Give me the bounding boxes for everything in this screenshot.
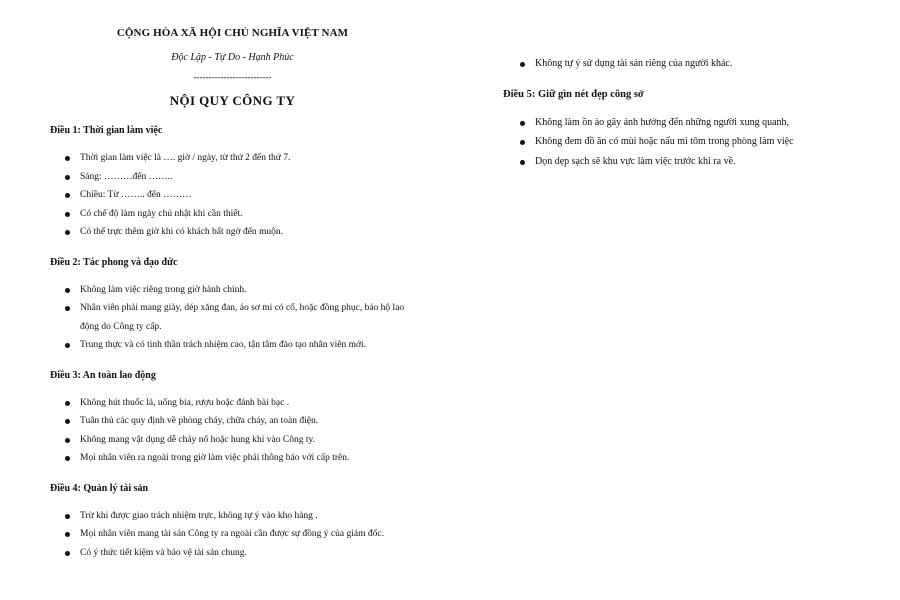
section-heading: Điều 4: Quản lý tài sản bbox=[50, 482, 149, 494]
list-item bbox=[50, 336, 415, 355]
motto: Độc Lập - Tự Do - Hạnh Phúc bbox=[171, 52, 294, 63]
list-item bbox=[50, 431, 415, 450]
list-item bbox=[50, 394, 415, 413]
list-item bbox=[50, 412, 415, 431]
list-item bbox=[50, 223, 415, 242]
list-item-text: Không làm việc riêng trong giờ hành chính. bbox=[80, 284, 247, 295]
list-item-text: Nhân viên phải mang giày, dép xăng đan, áo sơ mi có cổ, hoặc đồng phục, bảo hộ lao động do Công ty cấp. bbox=[80, 303, 405, 332]
bullet-icon bbox=[65, 551, 70, 556]
list-item bbox=[50, 544, 415, 563]
bullet-icon bbox=[65, 306, 70, 311]
bullet-icon bbox=[65, 438, 70, 443]
list-item-text: Sáng: ………đến …….. bbox=[80, 171, 173, 182]
list-item-text: Không hút thuốc lá, uống bia, rượu hoặc đánh bài bạc . bbox=[80, 397, 290, 408]
list-item-text: Mọi nhân viên ra ngoài trong giờ làm việc phải thông báo với cấp trên. bbox=[80, 453, 350, 463]
list-item-text: Trung thực và có tinh thần trách nhiệm cao, tận tâm đào tạo nhân viên mới. bbox=[80, 340, 367, 350]
list-item-text: Có thể trực thêm giờ khi có khách bất ngờ đến muộn. bbox=[80, 227, 284, 237]
section-heading: Điều 1: Thời gian làm việc bbox=[50, 125, 163, 136]
header-divider: -------------------------- bbox=[193, 72, 272, 82]
list-item-text: Không tự ý sử dụng tài sản riêng của người khác. bbox=[535, 58, 733, 69]
list-item bbox=[50, 449, 415, 468]
list-item-text: Dọn dẹp sạch sẽ khu vực làm việc trước khi ra về. bbox=[535, 155, 736, 167]
list-item-text: Tuân thủ các quy định về phòng cháy, chữa cháy, an toàn điện. bbox=[80, 416, 319, 426]
list-item bbox=[50, 525, 415, 544]
right-column bbox=[503, 0, 883, 171]
list-item bbox=[50, 186, 415, 205]
bullet-icon bbox=[520, 140, 525, 145]
bullet-icon bbox=[65, 175, 70, 180]
list-item bbox=[50, 299, 415, 336]
section-heading: Điều 3: An toàn lao động bbox=[50, 369, 156, 381]
section-heading: Điều 2: Tác phong và đạo đức bbox=[50, 256, 178, 268]
list-item bbox=[50, 205, 415, 224]
list-item bbox=[503, 132, 883, 152]
bullet-icon bbox=[520, 62, 525, 67]
bullet-list bbox=[503, 113, 883, 172]
section-article-4 bbox=[50, 482, 415, 563]
bullet-icon bbox=[65, 156, 70, 161]
list-item-text: Có ý thức tiết kiệm và bảo vệ tài sản chung. bbox=[80, 547, 247, 558]
bullet-list bbox=[50, 281, 415, 355]
list-item-text: Mọi nhân viên mang tài sản Công ty ra ngoài cần được sự đồng ý của giám đốc. bbox=[80, 529, 384, 539]
list-item bbox=[503, 152, 883, 172]
bullet-list bbox=[50, 149, 415, 242]
bullet-icon bbox=[520, 160, 525, 165]
bullet-icon bbox=[65, 230, 70, 235]
bullet-icon bbox=[65, 193, 70, 198]
list-item bbox=[50, 168, 415, 187]
list-item-text: Trừ khi được giao trách nhiệm trực, không tự ý vào kho hàng . bbox=[80, 510, 318, 521]
list-item-text: Chiều: Từ …….. đến ……… bbox=[80, 190, 192, 200]
left-column bbox=[50, 0, 415, 562]
nation-heading: CỘNG HÒA XÃ HỘI CHỦ NGHĨA VIỆT NAM bbox=[116, 27, 349, 39]
section-article-5 bbox=[503, 88, 883, 172]
document-header bbox=[50, 0, 415, 109]
bullet-icon bbox=[65, 401, 70, 406]
list-item bbox=[503, 113, 883, 133]
document-title: NỘI QUY CÔNG TY bbox=[169, 93, 296, 108]
bullet-list bbox=[50, 507, 415, 563]
bullet-icon bbox=[65, 514, 70, 519]
list-item bbox=[503, 54, 883, 74]
list-item-text: Không đem đồ ăn có mùi hoặc nấu mì tôm trong phòng làm việc bbox=[535, 136, 794, 147]
section-article-3 bbox=[50, 369, 415, 468]
section-article-1 bbox=[50, 124, 415, 242]
list-item-text: Thời gian làm việc là …. giờ / ngày, từ thứ 2 đến thứ 7. bbox=[80, 153, 291, 163]
list-item-text: Không mang vật dụng dễ cháy nổ hoặc hung khí vào Công ty. bbox=[80, 434, 315, 445]
bullet-icon bbox=[65, 343, 70, 348]
list-item-text: Có chế độ làm ngày chủ nhật khi cần thiết. bbox=[80, 208, 243, 219]
list-item-text: Không làm ồn ào gây ảnh hưởng đến những người xung quanh, bbox=[535, 116, 790, 128]
list-item bbox=[50, 281, 415, 300]
bullet-icon bbox=[65, 419, 70, 424]
bullet-icon bbox=[65, 456, 70, 461]
bullet-list bbox=[503, 54, 883, 74]
bullet-list bbox=[50, 394, 415, 468]
bullet-icon bbox=[65, 288, 70, 293]
bullet-icon bbox=[65, 212, 70, 217]
list-item bbox=[50, 507, 415, 526]
section-article-2 bbox=[50, 256, 415, 355]
section-heading: Điều 5: Giữ gìn nét đẹp công sở bbox=[503, 88, 644, 100]
bullet-icon bbox=[520, 121, 525, 126]
list-item bbox=[50, 149, 415, 168]
bullet-icon bbox=[65, 532, 70, 537]
